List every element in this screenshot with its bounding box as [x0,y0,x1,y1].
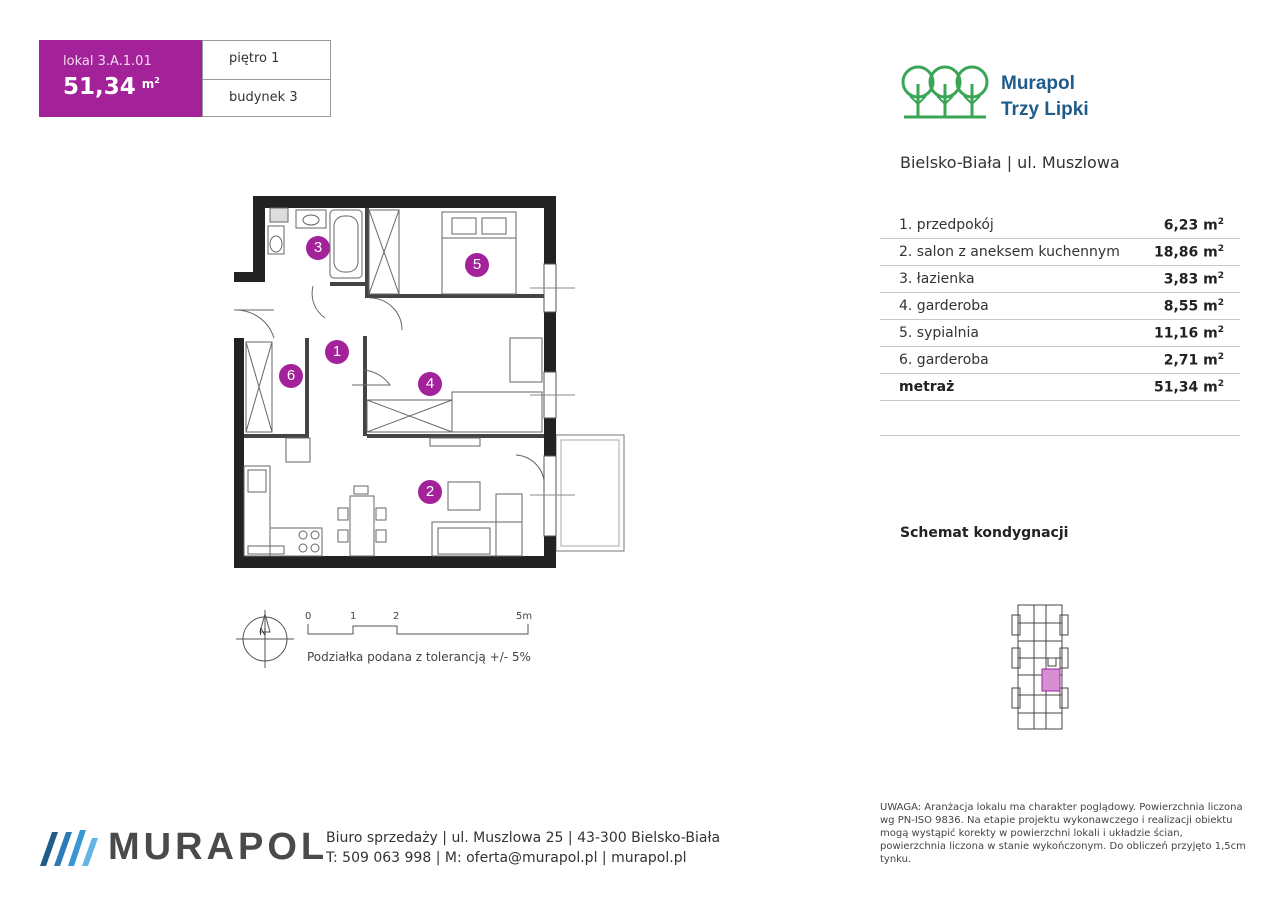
scale-label-2: 2 [393,611,400,622]
room-marker-1: 1 [325,340,349,364]
room-area: 3,83 m [1163,271,1218,288]
scale-note: Podziałka podana z tolerancją +/- 5% [307,650,531,664]
scale-bar [305,620,535,640]
room-row: 4. garderoba 8,55 $m^2$ [880,293,1240,320]
office-address: Biuro sprzedaży | ul. Muszlowa 25 | 43-300 Bielsko-Biała [326,830,721,846]
total-label: metraż [899,379,955,395]
room-area: 6,23 m [1163,217,1218,234]
room-name: 5. sypialnia [899,325,979,341]
building-label: budynek 3 [203,79,330,117]
total-area: 51,34 m [1153,379,1218,396]
unit-area: 51,34 $^{m^2}$ [63,74,160,100]
unit-highlight [1042,669,1060,691]
unit-badge [39,40,202,117]
room-row: 2. salon z aneksem kuchennym 18,86 $m^2$ [880,239,1240,266]
brand-line-2: Trzy Lipki [1001,99,1089,120]
room-area: 8,55 m [1163,298,1218,315]
unit-number: lokal 3.A.1.01 [63,54,152,69]
sales-office-info [326,828,720,868]
scale-label-0: 0 [305,611,312,622]
room-marker-6: 6 [279,364,303,388]
room-name: 6. garderoba [899,352,989,368]
room-name: 4. garderoba [899,298,989,314]
company-name: MURAPOL [108,826,329,868]
room-row: 6. garderoba 2,71 $m^2$ [880,347,1240,374]
room-area: 2,71 m [1163,352,1218,369]
total-row: metraż 51,34 $m^2$ [880,374,1240,401]
room-marker-4: 4 [418,372,442,396]
unit-info-box [202,40,331,117]
brand-line-1: Murapol [1001,73,1075,94]
room-marker-2: 2 [418,480,442,504]
compass-north-label: N [259,627,267,638]
compass-icon [236,608,296,668]
floor-schema-diagram [1010,603,1070,733]
room-row: 5. sypialnia 11,16 $m^2$ [880,320,1240,347]
room-row: 3. łazienka 3,83 $m^2$ [880,266,1240,293]
brand-name [1001,71,1089,123]
room-area: 11,16 m [1153,325,1218,342]
trees-logo-icon [900,62,990,120]
room-area: 18,86 m [1153,244,1218,261]
office-contact: T: 509 063 998 | M: oferta@murapol.pl | murapol.pl [326,850,687,866]
rooms-table [880,212,1240,401]
floor-schema-title: Schemat kondygnacji [900,525,1069,541]
room-name: 1. przedpokój [899,217,994,233]
location-label: Bielsko-Biała | ul. Muszlowa [900,153,1120,172]
room-name: 2. salon z aneksem kuchennym [899,244,1120,260]
room-marker-3: 3 [306,236,330,260]
room-name: 3. łazienka [899,271,975,287]
room-marker-5: 5 [465,253,489,277]
disclaimer-note: UWAGA: Aranżacja lokalu ma charakter poglądowy. Powierzchnia liczona wg PN-ISO 9836. Na etapie projektu wykonawczego i realizacji obiektu mogą wystąpić korekty w powierzchni lokali i układzie ścian, powierzchnia liczona w stanie wykończonym. Do obliczeń przyjęto 1,5cm tynku. [880,802,1246,865]
scale-label-1: 1 [350,611,357,622]
murapol-logo-icon [38,826,102,868]
floor-label: piętro 1 [229,51,280,66]
scale-label-5m: 5m [516,611,533,622]
room-row: 1. przedpokój 6,23 $m^2$ [880,212,1240,239]
table-divider [880,435,1240,436]
